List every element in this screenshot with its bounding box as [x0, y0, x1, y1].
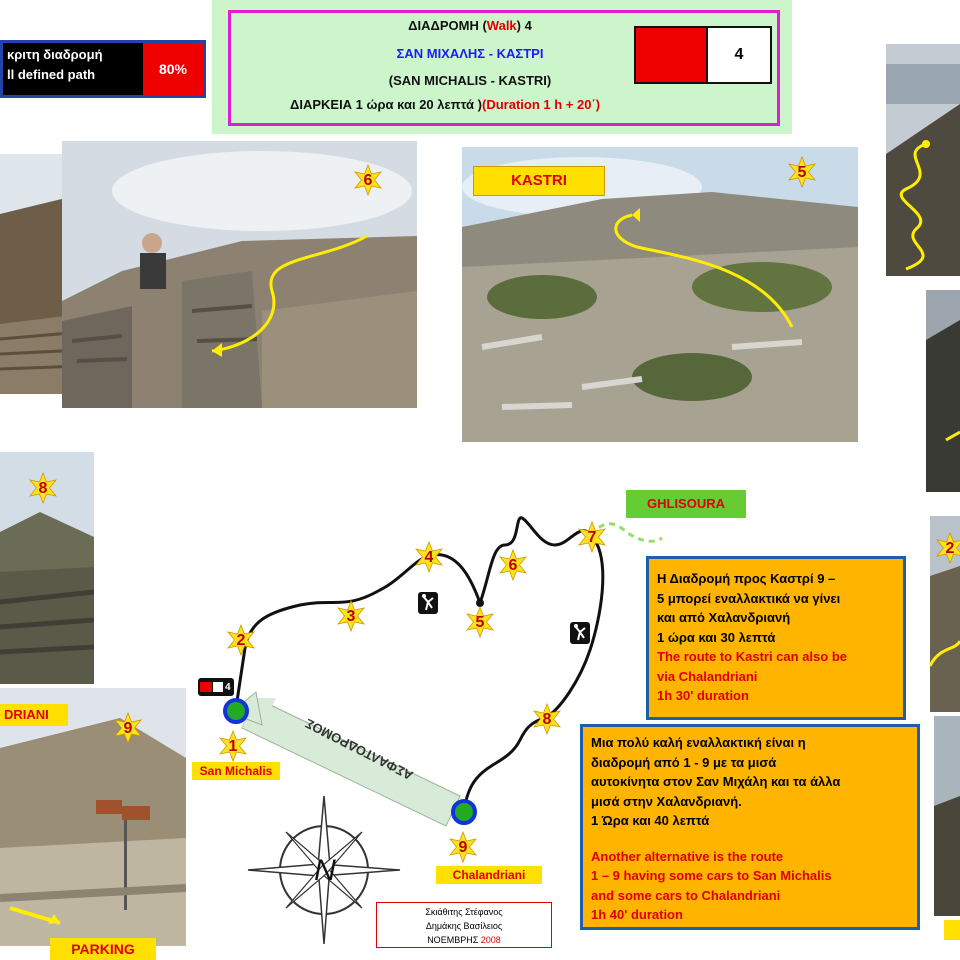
- path-badge-percent: 80%: [143, 43, 203, 95]
- route-name-greek: ΣΑΝ ΜΙΧΑΛΗΣ - ΚΑΣΤΡΙ: [396, 46, 544, 61]
- compass-north-label: N: [314, 854, 336, 887]
- info1-greek-3: και από Χαλανδριανή: [657, 610, 791, 625]
- chalandriani-label: Chalandriani: [436, 866, 542, 884]
- path-badge-line2: ll defined path: [7, 67, 96, 82]
- kastri-label: KASTRI: [473, 166, 605, 196]
- info2-greek-5: 1 Ώρα και 40 λεπτά: [591, 813, 710, 828]
- credits-date: ΝΟΕΜΒΡΗΣ 2008: [427, 935, 501, 945]
- climbing-icon: [570, 622, 590, 644]
- map-badge-number: 4: [225, 681, 231, 693]
- info1-english-1: The route to Kastri can also be: [657, 649, 847, 664]
- waypoint-star-1: 1: [217, 730, 249, 762]
- route-name-latin: (SAN MICHALIS - KASTRI): [388, 73, 552, 88]
- route-duration: ΔΙΑΡΚΕΙΑ 1 ώρα και 20 λεπτά )(Duration 1 h + 20΄): [290, 97, 601, 112]
- asphalt-road-arrow: [231, 692, 460, 826]
- route-title: ΔΙΑΔΡΟΜΗ (Walk) 4: [408, 18, 532, 33]
- path-badge-line1: κριτη διαδρομή: [7, 47, 103, 62]
- info2-english-4: 1h 40' duration: [591, 907, 683, 922]
- waypoint-star-2: 2: [225, 624, 257, 656]
- info1-greek-2: 5 μπορεί εναλλακτικά να γίνει: [657, 590, 841, 606]
- info2-english-3: and some cars to Chalandriani: [591, 887, 781, 903]
- waypoint-star-6: 6: [497, 549, 529, 581]
- waypoint-star-9: 9: [447, 831, 479, 863]
- info2-english-1: Another alternative is the route: [591, 848, 784, 864]
- info2-greek-4: μισά στην Χαλανδριανή.: [591, 793, 742, 809]
- san-michalis-label: San Michalis: [192, 762, 280, 780]
- info2-greek-1: Μια πολύ καλή εναλλακτική είναι η: [591, 735, 806, 750]
- waypoint-star-3: 3: [335, 600, 367, 632]
- map-difficulty-badge: [198, 678, 234, 696]
- photo-star-2: 2: [934, 532, 960, 564]
- info1-english-3: 1h 30' duration: [657, 688, 749, 703]
- end-marker: [453, 801, 475, 823]
- credits-author-2: Δημάκης Βασίλειος: [425, 921, 503, 931]
- info2-english-2: 1 – 9 having some cars to San Michalis: [591, 868, 832, 883]
- waypoint-star-5: 5: [464, 606, 496, 638]
- photo-star-9: 9: [112, 712, 144, 744]
- photo-star-6: 6: [352, 164, 384, 196]
- info1-greek-1: Η Διαδρομή προς Καστρί 9 –: [657, 571, 836, 586]
- info2-greek-2: διαδρομή από 1 - 9 με τα μισά: [591, 754, 777, 770]
- info1-greek-4: 1 ώρα και 30 λεπτά: [657, 629, 776, 645]
- info-box-kastri-alternative: [646, 556, 906, 720]
- photo-star-8: 8: [27, 472, 59, 504]
- waypoint-star-8: 8: [531, 703, 563, 735]
- waypoint-star-7: 7: [576, 521, 608, 553]
- info1-english-2: via Chalandriani: [657, 668, 758, 684]
- climbing-icon: [418, 592, 438, 614]
- parking-label: PARKING: [50, 938, 156, 960]
- difficulty-number: 4: [706, 28, 770, 82]
- ghlisoura-label: GHLISOURA: [626, 490, 746, 518]
- info-box-car-alternative: [580, 724, 920, 930]
- credits-author-1: Σκιάθιτης Στέφανος: [425, 907, 503, 917]
- road-label: ΑΣΦΑΛΤΟΔΡΟΜΟΣ: [302, 715, 416, 784]
- start-marker: [225, 700, 247, 722]
- photo-star-5: 5: [786, 156, 818, 188]
- info2-greek-3: αυτοκίνητα στον Σαν Μιχάλη και τα άλλα: [591, 774, 841, 789]
- waypoint-star-4: 4: [413, 541, 445, 573]
- adriani-label: DRIANI: [0, 704, 68, 726]
- credits-box: [376, 902, 552, 948]
